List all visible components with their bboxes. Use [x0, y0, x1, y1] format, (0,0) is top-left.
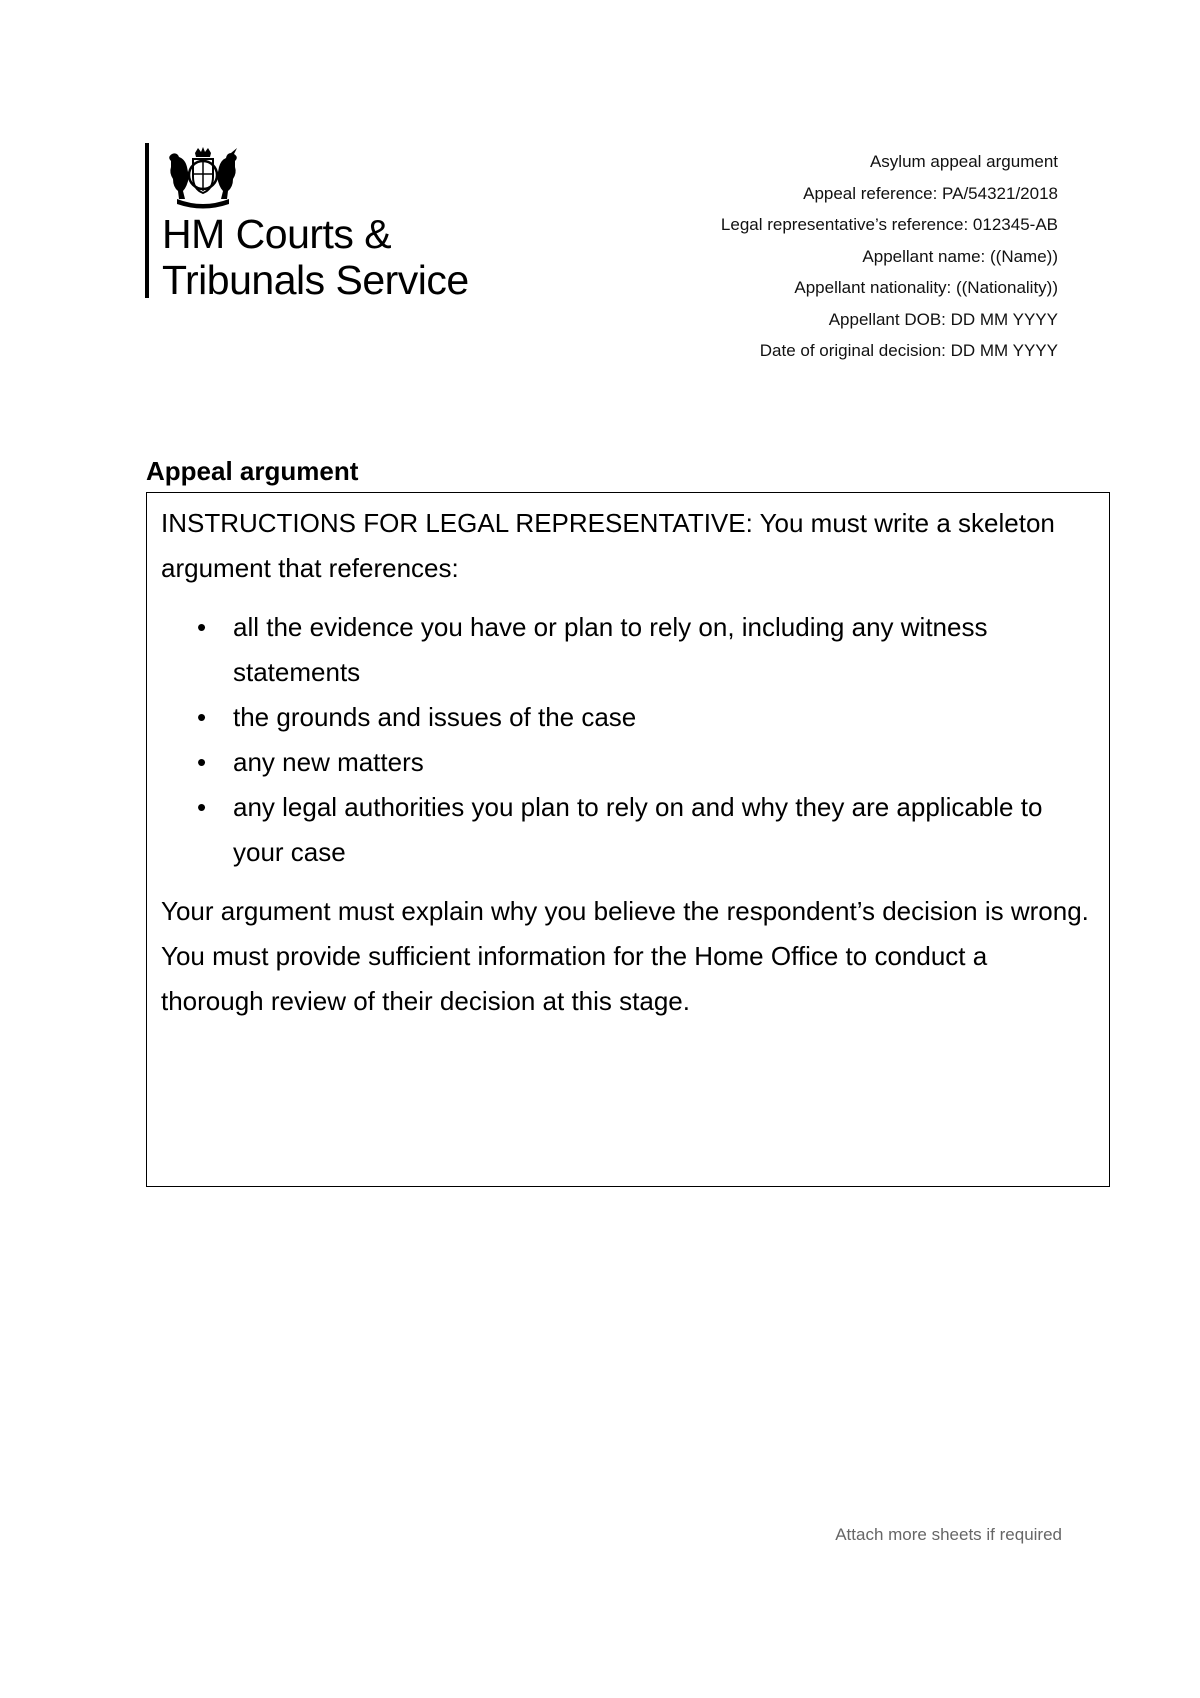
- instructions-intro: INSTRUCTIONS FOR LEGAL REPRESENTATIVE: You must write a skeleton argument that references:: [161, 508, 1055, 583]
- hmcts-logo: [145, 143, 485, 303]
- evidence-list: [161, 605, 1095, 875]
- logo-divider-bar: [145, 143, 149, 298]
- attach-sheets-note: Attach more sheets if required: [835, 1525, 1062, 1544]
- appellant-dob: Appellant DOB: DD MM YYYY: [828, 309, 1058, 329]
- list-item: [161, 695, 1095, 740]
- instructions-closing: Your argument must explain why you believe the respondent’s decision is wrong. You must provide sufficient information for the Home Office to conduct a thorough review of their decision at this stage.: [161, 896, 1089, 1016]
- appellant-name: Appellant name: ((Name)): [862, 246, 1058, 266]
- original-decision-date: Date of original decision: DD MM YYYY: [759, 341, 1058, 360]
- list-item-text: any legal authorities you plan to rely on and why they are applicable to your case: [233, 792, 1043, 867]
- list-item: [161, 785, 1095, 875]
- section-title: Appeal argument: [146, 456, 359, 486]
- organisation-name-line-2: Tribunals Service: [162, 257, 469, 303]
- organisation-name: [162, 211, 469, 303]
- bullet-icon: •: [197, 792, 207, 822]
- bullet-icon: •: [197, 612, 207, 642]
- list-item: [161, 740, 1095, 785]
- case-details-block: [721, 146, 1058, 367]
- document-title: Asylum appeal argument: [869, 152, 1058, 171]
- list-item-text: the grounds and issues of the case: [233, 702, 637, 732]
- appeal-reference: Appeal reference: PA/54321/2018: [803, 183, 1058, 203]
- organisation-name-line-1: HM Courts &: [162, 211, 392, 257]
- bullet-icon: •: [197, 747, 207, 777]
- royal-coat-of-arms-icon: [163, 147, 243, 209]
- list-item: [161, 605, 1095, 695]
- list-item-text: any new matters: [233, 747, 424, 777]
- appellant-nationality: Appellant nationality: ((Nationality)): [794, 278, 1058, 297]
- list-item-text: all the evidence you have or plan to rely on, including any witness statements: [233, 612, 988, 687]
- appeal-argument-box[interactable]: [146, 492, 1110, 1187]
- bullet-icon: •: [197, 702, 207, 732]
- legal-representative-reference: Legal representative’s reference: 012345-AB: [720, 215, 1058, 234]
